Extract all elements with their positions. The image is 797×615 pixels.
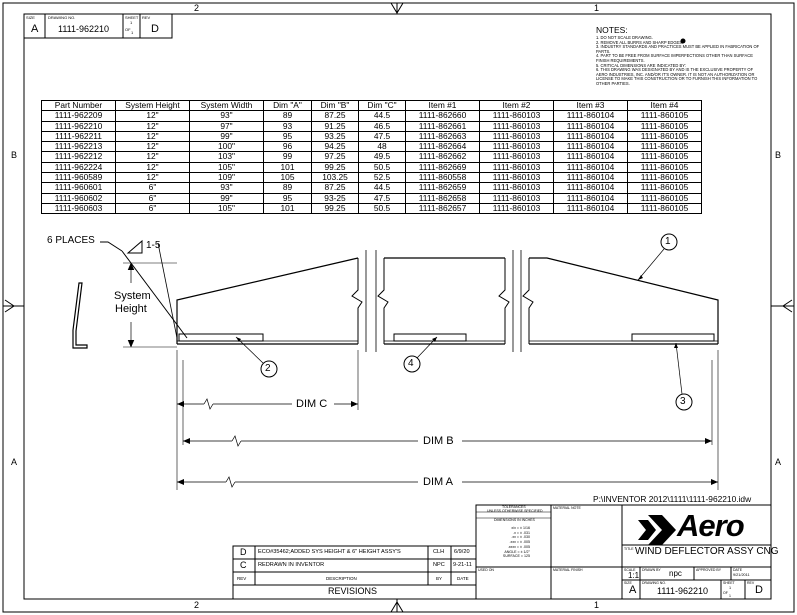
table-cell: 12"	[116, 152, 190, 162]
table-cell: 97.25	[312, 152, 359, 162]
tb-size: A	[629, 584, 637, 596]
table-cell: 12"	[116, 173, 190, 183]
tolerance-line: .xx = ± .030	[511, 535, 530, 540]
col-dim-a: Dim "A"	[264, 101, 312, 111]
tolerance-title: TOLERANCES	[502, 505, 526, 509]
zone-label-left: A	[11, 457, 18, 467]
table-cell: 1111-860103	[480, 142, 554, 152]
dim-b-label: DIM B	[423, 435, 454, 447]
table-cell: 93"	[190, 111, 264, 121]
table-cell: 1111-960601	[42, 183, 116, 193]
places-label: 6 PLACES	[47, 235, 95, 246]
table-cell: 1111-862664	[406, 142, 480, 152]
table-cell: 12"	[116, 121, 190, 131]
table-cell: 1111-860104	[554, 203, 628, 213]
header-size-label: SIZE	[26, 15, 35, 20]
scale-label: SCALE	[624, 568, 636, 572]
table-cell: 100"	[190, 142, 264, 152]
col-item-2: Item #2	[480, 101, 554, 111]
table-cell: 50.5	[359, 203, 406, 213]
tb-of-label: OF	[723, 591, 728, 595]
balloon-4-label: 4	[408, 358, 414, 369]
table-cell: 101	[264, 203, 312, 213]
date-value: 9/21/2011	[733, 573, 750, 577]
table-cell: 49.5	[359, 152, 406, 162]
table-cell: 50.5	[359, 162, 406, 172]
table-cell: 1111-860105	[628, 173, 702, 183]
drawn-by-label: DRAWN BY	[642, 568, 661, 572]
table-cell: 52.5	[359, 173, 406, 183]
table-cell: 103"	[190, 152, 264, 162]
table-cell: 99.25	[312, 162, 359, 172]
table-cell: 1111-860104	[554, 121, 628, 131]
scale-value: 1:1	[628, 571, 640, 580]
table-cell: 1111-860104	[554, 193, 628, 203]
strip-item-2	[179, 334, 263, 341]
table-cell: 97"	[190, 121, 264, 131]
material-note-label: MATERIAL NOTE	[553, 506, 581, 510]
tb-drawing-no-label: DRAWING NO.	[642, 581, 666, 585]
tolerance-line: .xxx = ± .005	[509, 540, 530, 545]
table-cell: 99.25	[312, 203, 359, 213]
table-cell: 93-25	[312, 193, 359, 203]
table-cell: 1111-862657	[406, 203, 480, 213]
table-cell: 1111-860104	[554, 173, 628, 183]
rev-c: C	[240, 560, 247, 570]
tb-size-label: SIZE	[624, 581, 632, 585]
table-cell: 1111-860104	[554, 111, 628, 121]
table-cell: 47.5	[359, 193, 406, 203]
table-cell: 1111-962213	[42, 142, 116, 152]
table-cell: 1111-962211	[42, 131, 116, 141]
table-cell: 6"	[116, 183, 190, 193]
table-cell: 1111-860103	[480, 121, 554, 131]
zone-label-left: B	[11, 150, 18, 160]
table-cell: 1111-860104	[554, 142, 628, 152]
header-rev: D	[151, 23, 159, 35]
material-finish-label: MATERIAL FINISH	[553, 568, 583, 572]
table-cell: 1111-960603	[42, 203, 116, 213]
tolerance-units: DIMENSIONS IN INCHES	[494, 518, 535, 522]
notes-title: NOTES:	[596, 25, 628, 35]
table-cell: 1111-860104	[554, 183, 628, 193]
rev-col-date: DATE	[457, 576, 469, 581]
table-cell: 1111-860105	[628, 142, 702, 152]
table-cell: 12"	[116, 111, 190, 121]
table-cell: 1111-862658	[406, 193, 480, 203]
col-dim-b: Dim "B"	[312, 101, 359, 111]
table-cell: 47.5	[359, 131, 406, 141]
dim-c-label: DIM C	[296, 398, 328, 410]
table-cell: 1111-962210	[42, 121, 116, 131]
bracket-profile	[73, 283, 87, 348]
table-cell: 12"	[116, 142, 190, 152]
table-cell: 1111-860103	[480, 193, 554, 203]
header-rev-label: REV	[142, 15, 151, 20]
table-cell: 1111-860104	[554, 162, 628, 172]
table-cell: 46.5	[359, 121, 406, 131]
table-cell: 89	[264, 183, 312, 193]
zone-label-bottom: 2	[194, 600, 200, 610]
zone-label-bottom: 1	[594, 600, 600, 610]
table-cell: 1111-860104	[554, 152, 628, 162]
header-of: 1	[131, 30, 134, 35]
table-cell: 1111-860105	[628, 162, 702, 172]
rev-col-description: DESCRIPTION	[326, 576, 357, 581]
table-cell: 1111-962209	[42, 111, 116, 121]
table-cell: 103.25	[312, 173, 359, 183]
note-item: 4. PART TO BE FREE FROM SURFACE IMPERFECTIONS OTHER THAN SURFACE FINISH REQUIREMENTS.	[596, 53, 753, 63]
dim-a-label: DIM A	[423, 476, 453, 488]
table-cell: 99"	[190, 193, 264, 203]
header-of-label: OF	[125, 27, 131, 32]
table-cell: 94.25	[312, 142, 359, 152]
table-cell: 1111-962212	[42, 152, 116, 162]
table-cell: 1111-860105	[628, 203, 702, 213]
zone-label-right: A	[775, 457, 782, 467]
parts-table	[41, 100, 702, 214]
table-cell: 91.25	[312, 121, 359, 131]
note-item: 1. DO NOT SCALE DRAWING.	[596, 35, 653, 40]
table-row	[42, 111, 702, 121]
table-cell: 1111-862662	[406, 152, 480, 162]
table-cell: 1111-860105	[628, 111, 702, 121]
approved-by-label: APPROVED BY	[696, 568, 722, 572]
table-cell: 96	[264, 142, 312, 152]
rev-d-by: CLH	[433, 549, 445, 555]
table-cell: 87.25	[312, 111, 359, 121]
table-cell: 1111-862669	[406, 162, 480, 172]
table-cell: 1111-860558	[406, 173, 480, 183]
table-cell: 1111-860103	[480, 111, 554, 121]
table-cell: 44.5	[359, 111, 406, 121]
table-row	[42, 162, 702, 172]
table-cell: 1111-860105	[628, 193, 702, 203]
header-drawing-no-label: DRAWING NO.	[48, 15, 76, 20]
zone-label-top: 1	[594, 3, 600, 13]
parts-table-body	[42, 111, 702, 214]
date-label: DATE	[733, 568, 743, 572]
tb-rev: D	[755, 584, 763, 596]
angle-symbol	[128, 241, 142, 253]
tb-sheet: 1	[729, 586, 732, 590]
tolerance-line: ANGLE = ± 1/2°	[504, 549, 530, 554]
col-dim-c: Dim "C"	[359, 101, 406, 111]
table-cell: 48	[359, 142, 406, 152]
table-cell: 1111-960589	[42, 173, 116, 183]
tolerance-line: .xxxx = ± .005	[507, 544, 530, 549]
notes-section	[596, 25, 764, 87]
balloon-2-label: 2	[265, 363, 271, 374]
table-row	[42, 142, 702, 152]
table-row	[42, 183, 702, 193]
table-cell: 1111-860103	[480, 162, 554, 172]
col-item-1: Item #1	[406, 101, 480, 111]
places-leader	[100, 242, 122, 251]
table-cell: 105	[264, 173, 312, 183]
table-cell: 1111-860105	[628, 131, 702, 141]
break-line	[352, 258, 362, 344]
table-cell: 89	[264, 111, 312, 121]
tb-sheet-label: SHEET	[723, 581, 735, 585]
balloon-1-label: 1	[665, 236, 671, 247]
rev-c-by: NPC	[433, 562, 445, 568]
tolerance-list	[490, 526, 530, 559]
title-label: TITLE	[624, 547, 634, 551]
rev-c-date: 9-21-11	[453, 562, 472, 568]
table-cell: 93.25	[312, 131, 359, 141]
table-cell: 101	[264, 162, 312, 172]
tolerance-line: SURFACE = 125	[502, 554, 530, 559]
table-cell: 93	[264, 121, 312, 131]
zone-label-top: 2	[194, 3, 200, 13]
col-system-width: System Width	[190, 101, 264, 111]
aero-logo-text: Aero	[677, 508, 744, 543]
col-system-height: System Height	[116, 101, 190, 111]
tb-drawing-no: 1111-962210	[657, 586, 709, 596]
header-sheet: 1	[130, 20, 133, 25]
table-cell: 1111-860103	[480, 152, 554, 162]
table-cell: 1111-862663	[406, 131, 480, 141]
table-cell: 1111-860105	[628, 121, 702, 131]
note-item: 2. REMOVE ALL BURRS AND SHARP EDGES.	[596, 39, 684, 45]
table-row	[42, 173, 702, 183]
table-cell: 95	[264, 131, 312, 141]
note-item: 3. INDUSTRY STANDARDS AND PRACTICES MUST BE APPLIED IN FABRICATION OF PARTS.	[596, 44, 760, 54]
system-height-label: Height	[115, 303, 147, 315]
header-drawing-no: 1111-962210	[58, 24, 110, 34]
angle-label: 1-5	[146, 240, 161, 251]
rev-c-description: REDRAWN IN INVENTOR	[258, 562, 325, 568]
table-cell: 12"	[116, 162, 190, 172]
table-cell: 109"	[190, 173, 264, 183]
col-item-3: Item #3	[554, 101, 628, 111]
table-cell: 6"	[116, 193, 190, 203]
table-cell: 1111-860103	[480, 173, 554, 183]
aero-logo-icon	[638, 515, 676, 545]
table-row	[42, 131, 702, 141]
table-cell: 1111-862661	[406, 121, 480, 131]
rev-d: D	[240, 547, 247, 557]
tolerance-line: x/x = ± 1/16	[511, 526, 530, 530]
strip-item-4	[394, 334, 466, 341]
table-cell: 1111-860105	[628, 183, 702, 193]
col-item-4: Item #4	[628, 101, 702, 111]
table-cell: 1111-862659	[406, 183, 480, 193]
zone-label-right: B	[775, 150, 782, 160]
parts-table-header-row	[42, 101, 702, 111]
table-cell: 1111-860103	[480, 131, 554, 141]
tolerance-line: .x = ± .031	[513, 530, 530, 535]
table-cell: 44.5	[359, 183, 406, 193]
table-cell: 1111-860103	[480, 203, 554, 213]
table-cell: 95	[264, 193, 312, 203]
tb-of: 1	[729, 594, 731, 598]
drawn-by-value: npc	[669, 569, 682, 578]
table-cell: 99"	[190, 131, 264, 141]
used-on-label: USED ON	[478, 568, 494, 572]
note-item: 5. CRITICAL DIMENSIONS ARE INDICATED BY:	[596, 62, 686, 68]
table-cell: 105"	[190, 162, 264, 172]
table-cell: 1111-960602	[42, 193, 116, 203]
header-sheet-label: SHEET	[125, 15, 139, 20]
table-cell: 87.25	[312, 183, 359, 193]
table-cell: 1111-962224	[42, 162, 116, 172]
col-part-number: Part Number	[42, 101, 116, 111]
file-path: P:\INVENTOR 2012\1111\1111-962210.idw	[593, 494, 752, 504]
table-cell: 6"	[116, 203, 190, 213]
table-row	[42, 193, 702, 203]
drawing-title: WIND DEFLECTOR ASSY CNG	[635, 546, 779, 557]
revisions-title: REVISIONS	[328, 586, 378, 596]
table-row	[42, 203, 702, 213]
rev-d-date: 6/9/20	[454, 549, 470, 555]
table-cell: 93"	[190, 183, 264, 193]
table-cell: 12"	[116, 131, 190, 141]
table-cell: 1111-860105	[628, 152, 702, 162]
table-row	[42, 152, 702, 162]
rev-d-description: ECO#35462;ADDED SYS HEIGHT & 6" HEIGHT ASSY'S	[258, 549, 401, 555]
table-cell: 1111-862660	[406, 111, 480, 121]
rev-col-by: BY	[436, 576, 443, 581]
tb-rev-label: REV	[747, 581, 755, 585]
header-size: A	[31, 23, 39, 35]
note-item: 6. THIS DRAWING WAS DESIGNATED BY AND IS THE EXCLUSIVE PROPERTY OF AERO INDUSTRIES, INC. AND/OR IT'S OWNER. IT IS NOT AN AUTHORIZATION OR LICENSE TO MAKE THIS CONSTRUCTION OR TO FURNISH THIS INFORMATION TO OTHER PARTIES.	[596, 67, 758, 86]
strip-item-3	[632, 334, 714, 341]
table-cell: 99	[264, 152, 312, 162]
deflector-outline	[177, 258, 358, 344]
table-row	[42, 121, 702, 131]
table-cell: 105"	[190, 203, 264, 213]
balloon-3-label: 3	[680, 396, 686, 407]
rev-col-label: REV	[237, 576, 247, 581]
table-cell: 1111-860103	[480, 183, 554, 193]
system-height-label: System	[114, 290, 151, 302]
table-cell: 1111-860104	[554, 131, 628, 141]
tolerance-subtitle: UNLESS OTHERWISE SPECIFIED	[487, 509, 543, 513]
